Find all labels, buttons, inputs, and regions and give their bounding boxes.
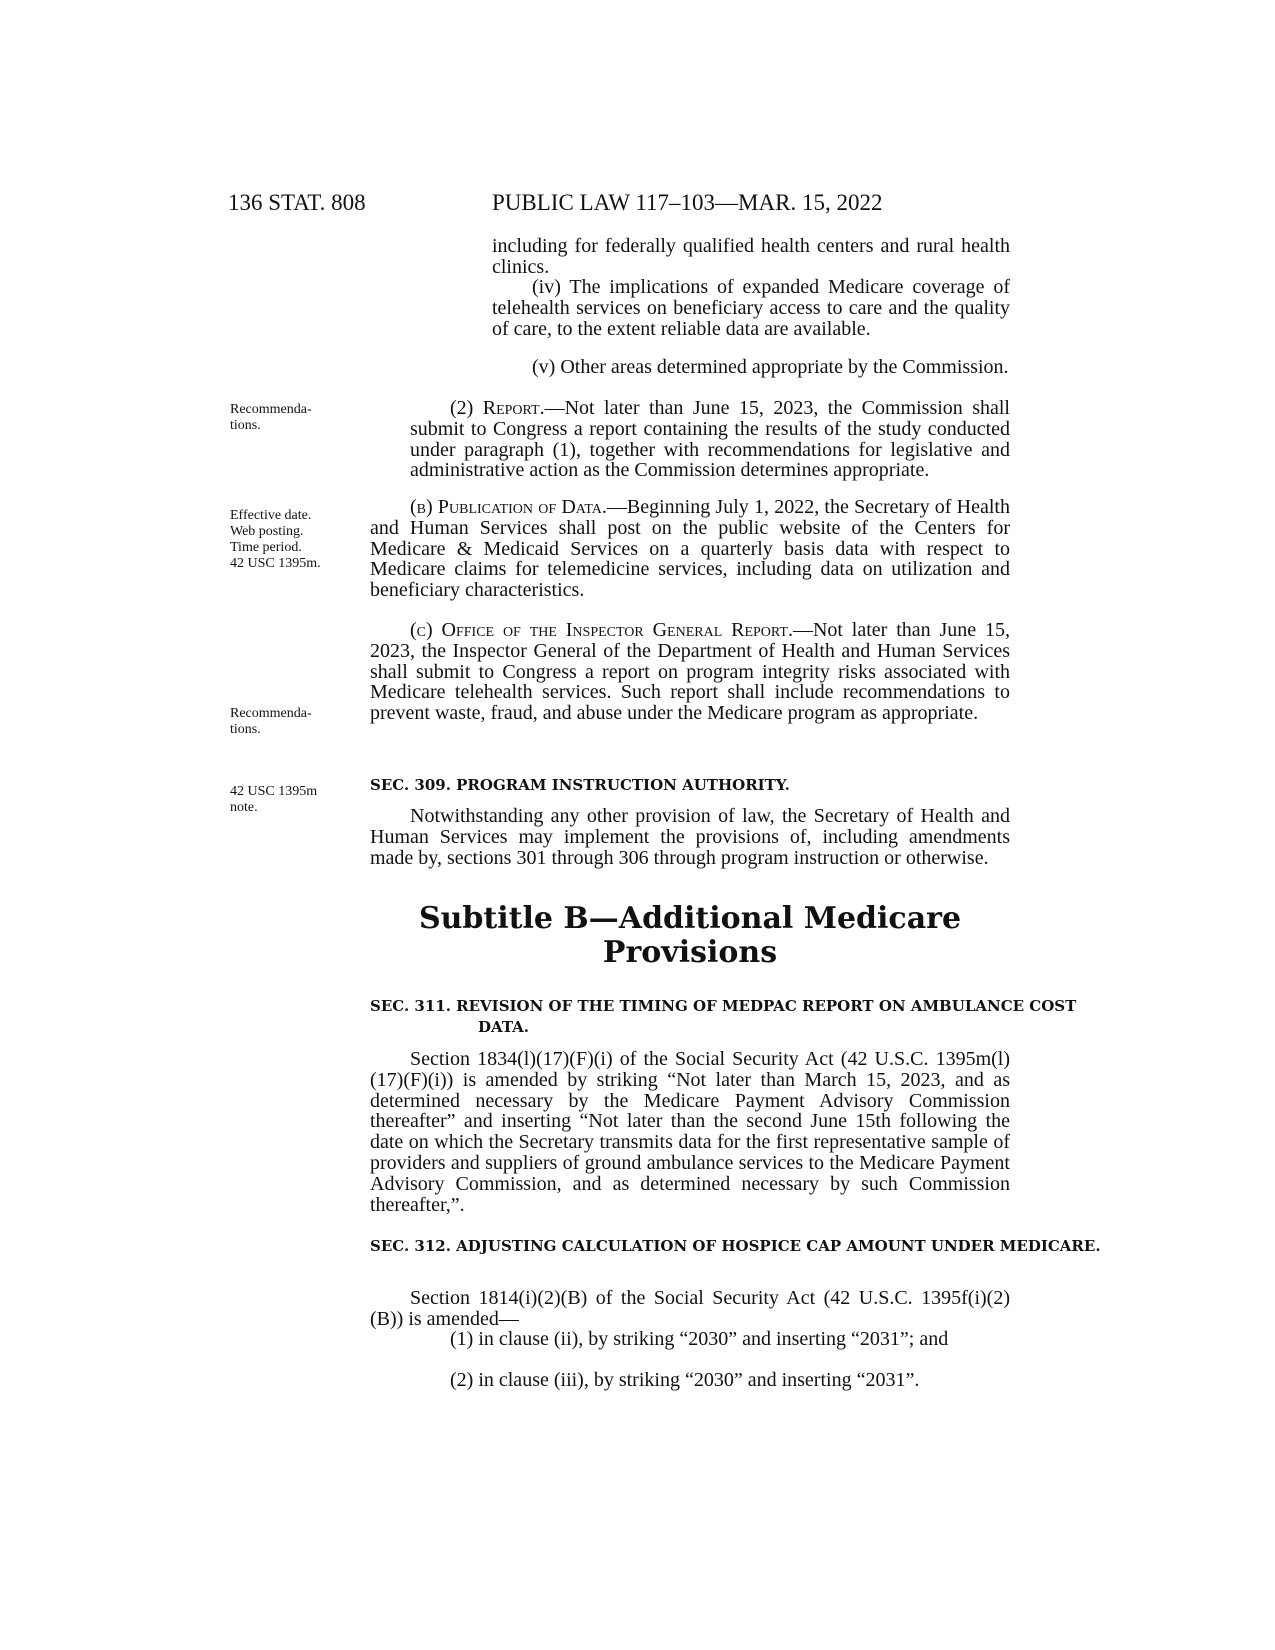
- sec-311-heading: SEC. 311. REVISION OF THE TIMING OF MEDPAC REPORT ON AMBULANCE COST DATA.: [370, 997, 1077, 1036]
- clause-v: (v) Other areas determined appropriate by the Commission.: [532, 356, 1009, 378]
- subsection-c-oig-report: (c) Office of the Inspector General Report.—Not later than June 15, 2023, the Inspector General of the Department of Health and Human Services shall submit to Congress a report on program integrity risks associated with Medicare telehealth services. Such report shall include recommendations to prevent waste, fraud, and abuse under the Medicare program as appropriate.: [370, 619, 1010, 725]
- subtitle-b-heading: Subtitle B—Additional Medicare Provisions: [418, 901, 962, 970]
- margin-note-usc: 42 USC 1395m note.: [230, 784, 318, 815]
- sec-311-text: Section 1834(l)(17)(F)(i) of the Social Security Act (42 U.S.C. 1395m(l)(17)(F)(i)) is amended by striking “Not later than March 15, 2023, and as determined necessary by the Medicare Payment Advisory Commission thereafter” and inserting “Not later than the second June 15th following the date on which the Secretary transmits data for the first representative sample of providers and suppliers of ground ambulance services to the Medicare Payment Advisory Commission, and as determined necessary by such Commission thereafter,”.: [370, 1048, 1010, 1216]
- sec-312-text: Section 1814(i)(2)(B) of the Social Security Act (42 U.S.C. 1395f(i)(2)(B)) is amended—: [370, 1287, 1010, 1330]
- sec-309-text: Notwithstanding any other provision of law, the Secretary of Health and Human Services may implement the provisions of, including amendments made by, sections 301 through 306 through program instruction or otherwise.: [370, 805, 1010, 869]
- stat-page-number: 136 STAT. 808: [228, 190, 366, 215]
- margin-note-effective-date: Effective date. Web posting. Time period. 42 USC 1395m.: [230, 508, 321, 571]
- clause-iii-continuation: including for federally qualified health centers and rural health clinics.: [492, 235, 1010, 278]
- subsection-b-heading: (b) Publication of Data.: [410, 496, 607, 518]
- sec-312-item-2: (2) in clause (iii), by striking “2030” and inserting “2031”.: [450, 1369, 920, 1391]
- law-citation: PUBLIC LAW 117–103—MAR. 15, 2022: [492, 190, 883, 215]
- paragraph-2-report: (2) Report.—Not later than June 15, 2023, the Commission shall submit to Congress a report containing the results of the study conducted under paragraph (1), together with recommendations for legislative and administrative action as the Commission determines appropriate.: [410, 397, 1010, 482]
- margin-note-recommendations-2: Recommenda- tions.: [230, 706, 312, 737]
- sec-312-heading: SEC. 312. ADJUSTING CALCULATION OF HOSPICE CAP AMOUNT UNDER MEDICARE.: [370, 1237, 1101, 1255]
- subsection-c-heading: (c) Office of the Inspector General Report.: [410, 619, 793, 641]
- clause-iv: (iv) The implications of expanded Medicare coverage of telehealth services on beneficiary access to care and the quality of care, to the extent reliable data are available.: [492, 276, 1010, 340]
- subsection-b-publication: (b) Publication of Data.—Beginning July 1, 2022, the Secretary of Health and Human Services shall post on the public website of the Centers for Medicare & Medicaid Services on a quarterly basis data with respect to Medicare claims for telemedicine services, including data on utilization and beneficiary characteristics.: [370, 496, 1010, 602]
- paragraph-2-heading: (2) Report.: [450, 397, 545, 419]
- margin-note-recommendations-1: Recommenda- tions.: [230, 402, 312, 433]
- sec-312-item-1: (1) in clause (ii), by striking “2030” and inserting “2031”; and: [450, 1328, 949, 1350]
- sec-309-heading: SEC. 309. PROGRAM INSTRUCTION AUTHORITY.: [370, 776, 790, 794]
